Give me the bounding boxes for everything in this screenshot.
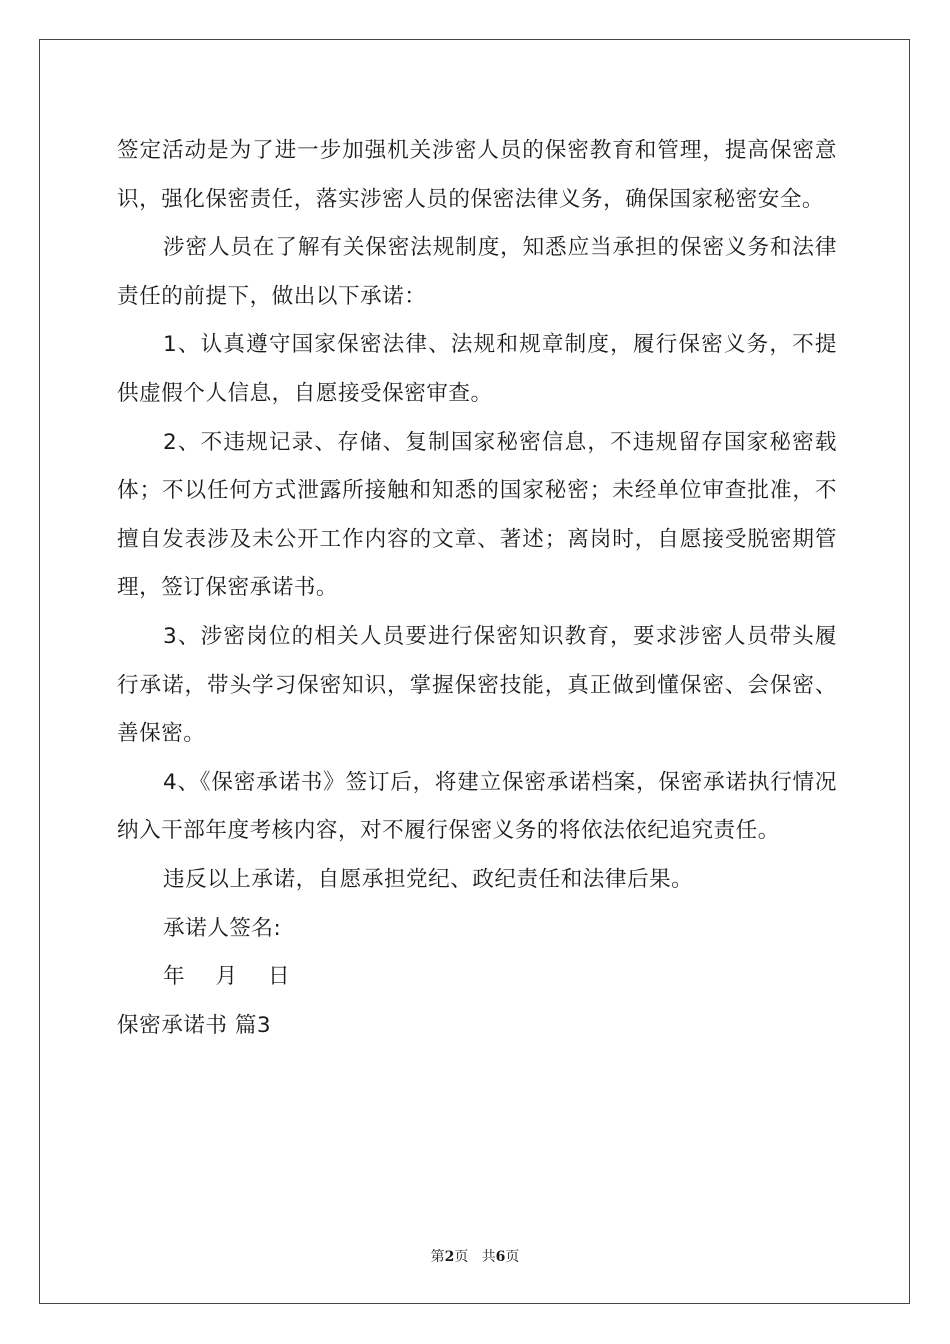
date-year: 年 — [163, 964, 185, 990]
footer-current-page: 2 — [444, 1249, 455, 1265]
footer-total-pages: 6 — [495, 1249, 506, 1265]
document-body — [117, 127, 837, 1050]
footer-page-suffix: 页 — [454, 1249, 469, 1265]
page-footer — [0, 1246, 950, 1266]
paragraph-item-3: 3、涉密岗位的相关人员要进行保密知识教育，要求涉密人员带头履行承诺，带头学习保密知识，掌握保密技能，真正做到懂保密、会保密、善保密。 — [117, 623, 837, 747]
next-section-heading: 保密承诺书 篇3 — [117, 1012, 272, 1038]
paragraph-item-2: 2、不违规记录、存储、复制国家秘密信息，不违规留存国家秘密载体；不以任何方式泄露所接触和知悉的国家秘密；未经单位审查批准，不擅自发表涉及未公开工作内容的文章、著述；离岗时，自愿接受脱密期管理，签订保密承诺书。 — [117, 429, 837, 601]
date-line — [117, 953, 837, 1002]
paragraph-intro-continued: 签定活动是为了进一步加强机关涉密人员的保密教育和管理，提高保密意识，强化保密责任，落实涉密人员的保密法律义务，确保国家秘密安全。 — [117, 138, 837, 212]
date-day: 日 — [267, 964, 290, 990]
paragraph-item-1: 1、认真遵守国家保密法律、法规和规章制度，履行保密义务，不提供虚假个人信息，自愿接受保密审查。 — [117, 332, 837, 406]
paragraph-violation-clause: 违反以上承诺，自愿承担党纪、政纪责任和法律后果。 — [163, 866, 694, 892]
signature-label: 承诺人签名: — [163, 915, 282, 941]
paragraph-commitment-premise: 涉密人员在了解有关保密法规制度，知悉应当承担的保密义务和法律责任的前提下，做出以下承诺： — [117, 235, 837, 309]
footer-prefix: 第 — [430, 1249, 445, 1265]
date-month: 月 — [215, 964, 238, 990]
footer-total-suffix: 页 — [505, 1249, 520, 1265]
footer-total-prefix: 共 — [481, 1249, 496, 1265]
paragraph-item-4: 4、《保密承诺书》签订后，将建立保密承诺档案，保密承诺执行情况纳入干部年度考核内容，对不履行保密义务的将依法依纪追究责任。 — [117, 769, 837, 844]
